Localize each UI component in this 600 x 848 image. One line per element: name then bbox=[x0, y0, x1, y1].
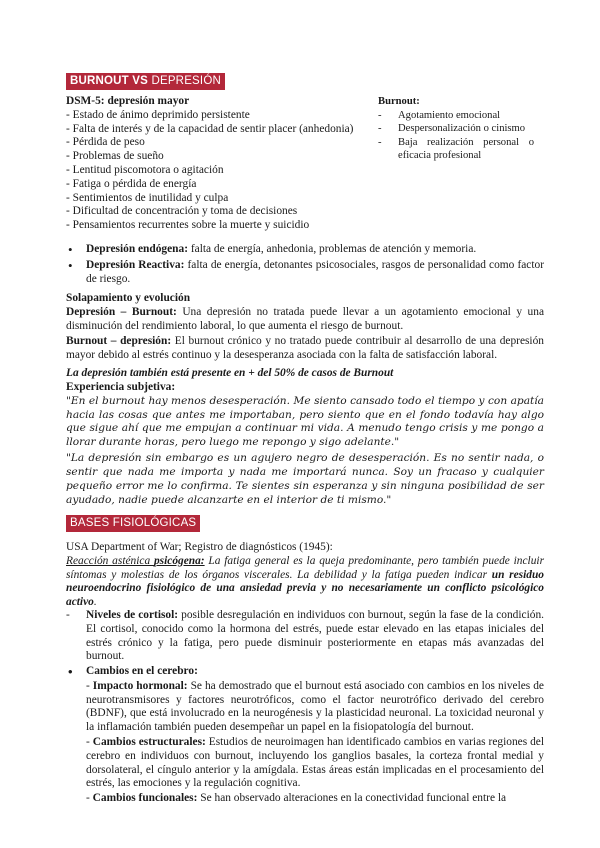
brain-item: - Cambios funcionales: Se han observado alteraciones en la conectividad funcional entre la bbox=[86, 792, 507, 805]
dsm-item: - Fatiga o pérdida de energía bbox=[66, 177, 197, 190]
reaction-paragraph: Reacción asténica psicógena: La fatiga general es la queja predominante, pero también puede incluir síntomas y molestias de los órganos viscerales. La debilidad y la fatiga pueden indicar un residuo neuroendocrino fisiológico de una ansiedad previa y no necesariamente un conflicto psicológico activo. bbox=[66, 554, 545, 609]
cortisol-paragraph: - Niveles de cortisol: posible desregulación en individuos con burnout, según la fase de la condición. El cortisol, conocido como la hormona del estrés, puede estar elevado en las etapas iniciales del estrés crónico y la fatiga, pero puede disminuir posteriormente en etapas más avanzadas del burnout. bbox=[66, 609, 544, 664]
experience-block bbox=[66, 367, 544, 508]
brain-heading: • Cambios en el cerebro: bbox=[66, 665, 544, 679]
brain-item: - Impacto hormonal: Se ha demostrado que el burnout está asociado con cambios en los niveles de neurotransmisores y factores neurotróficos, como el factor neurotrófico derivado del cerebro (BDNF), que está involucrado en la neurogénesis y la plasticidad neuronal. La toxicidad neuronal y la inflamación también pueden desempeñar un papel en la fisiopatología del burnout. bbox=[86, 679, 544, 734]
dsm-heading: DSM-5: depresión mayor bbox=[66, 95, 190, 107]
burnout-heading: Burnout: bbox=[378, 96, 420, 107]
overlap-block bbox=[66, 292, 544, 363]
section-title-bases-fisiologicas: BASES FISIOLÓGICAS bbox=[66, 515, 200, 532]
quote-burnout: "En el burnout hay menos desesperación. Me siento cansado todo el tiempo y con apatía hacia las cosas que antes me importaban, pero siento que en el fondo todavía hay algo que sigue ahí que me empujan a continuar mi vida. A menudo tengo crisis y me pongo a llorar durante horas, pero luego me repongo y sigo adelante." bbox=[66, 394, 544, 449]
list-item: • Depresión endógena: falta de energía, anhedonia, problemas de atención y memoria. bbox=[66, 243, 544, 257]
overlap-paragraph: Burnout – depresión: El burnout crónico y no tratado puede contribuir al desarrollo de una depresión mayor debido al estrés continuo y la desesperanza asociada con la falta de satisfacción laboral. bbox=[66, 335, 544, 362]
burnout-item: - Despersonalización o cinismo bbox=[378, 122, 534, 136]
dsm-item: - Sentimientos de inutilidad y culpa bbox=[66, 191, 229, 204]
dsm-list bbox=[66, 109, 376, 233]
brain-block bbox=[66, 665, 544, 806]
dsm-item: - Dificultad de concentración y toma de decisiones bbox=[66, 205, 298, 218]
brain-item: - Cambios estructurales: Estudios de neuroimagen han identificado cambios en varias regiones del cerebro en individuos con burnout, incluyendo los ganglios basales, la corteza frontal medial y dorsolateral, el cíngulo anterior y la amígdala. Estas áreas están implicadas en el procesamiento del estrés, las emociones y la regulación cognitiva. bbox=[86, 735, 544, 790]
burnout-item: - Baja realización personal o eficacia profesional bbox=[378, 136, 534, 163]
reaction-block bbox=[66, 541, 544, 610]
dsm-item: - Problemas de sueño bbox=[66, 150, 164, 163]
overlap-heading: Solapamiento y evolución bbox=[66, 292, 191, 304]
dsm-item: - Estado de ánimo deprimido persistente bbox=[66, 108, 250, 121]
list-item: • Depresión Reactiva: falta de energía, detonantes psicosociales, rasgos de personalidad como factor de riesgo. bbox=[66, 259, 544, 287]
prevalence-text: La depresión también está presente en + del 50% de casos de Burnout bbox=[66, 367, 394, 379]
dsm-item: - Falta de interés y de la capacidad de sentir placer (anhedonia) bbox=[66, 122, 354, 135]
overlap-paragraph: Depresión – Burnout: Una depresión no tratada puede llevar a un agotamiento emocional y una disminución del rendimiento laboral, lo que aumenta el riesgo de burnout. bbox=[66, 305, 544, 332]
source-text: USA Department of War; Registro de diagnósticos (1945): bbox=[66, 541, 333, 553]
cortisol-block bbox=[66, 609, 544, 664]
depression-types bbox=[66, 243, 544, 286]
dsm-item: - Pérdida de peso bbox=[66, 136, 145, 149]
burnout-block bbox=[378, 95, 534, 163]
experience-heading: Experiencia subjetiva: bbox=[66, 380, 176, 393]
dsm-block bbox=[66, 95, 376, 233]
section-title-burnout-vs-depresion: BURNOUT VS DEPRESIÓN bbox=[66, 73, 225, 90]
burnout-list bbox=[378, 109, 534, 163]
dsm-item: - Pensamientos recurrentes sobre la muerte y suicidio bbox=[66, 219, 310, 232]
quote-depression: "La depresión sin embargo es un agujero negro de desesperación. Es no sentir nada, o sentir que nada me importa y nada me importará nunca. Soy un fracaso y cualquier pequeño error me lo confirma. Te sientes sin esperanza y sin ninguna posibilidad de ser ayudado, nadie puede alcanzarte en el interior de ti mismo." bbox=[66, 452, 544, 506]
brain-list bbox=[66, 680, 544, 806]
burnout-item: - Agotamiento emocional bbox=[378, 109, 534, 123]
dsm-item: - Lentitud piscomotora o agitación bbox=[66, 163, 224, 176]
